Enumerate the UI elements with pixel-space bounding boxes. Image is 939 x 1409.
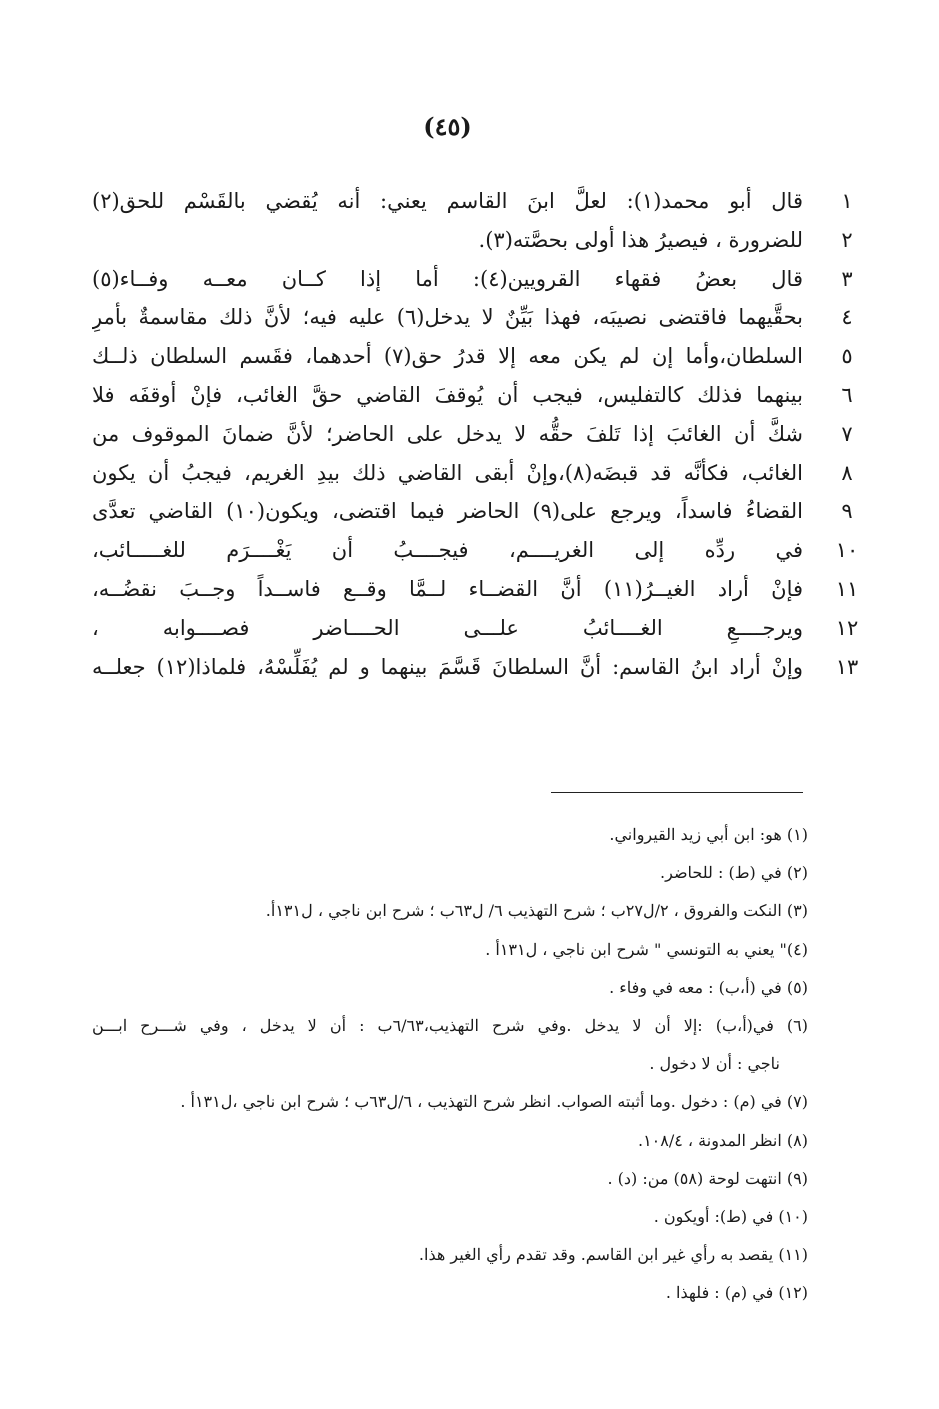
footnote: (٩) انتهت لوحة (٥٨) من: (د) . (607, 1168, 808, 1188)
line-number: ٥ (841, 344, 853, 369)
footnote: (١١) يقصد به رأي غير ابن القاسم. وقد تقدم رأي الغير هذا. (418, 1245, 808, 1265)
line-text: السلطان،وأما إن لم يكن معه إلا قدرُ حق(٧) أحدهما، فقَسم السلطان ذلــك (92, 344, 803, 369)
line-number: ١ (841, 189, 853, 213)
text-line (92, 415, 867, 454)
line-number: ١٠ (835, 538, 859, 563)
text-line (92, 221, 867, 260)
line-number: ١٣ (835, 654, 859, 679)
line-text: للضرورة ، فيصيرُ هذا أولى بحصَّته(٣). (478, 227, 803, 252)
footnote: (٤)" يعني به التونسي " شرح ابن ناجي ، ل١٣١أ . (485, 939, 808, 959)
footnote: (١) هو: ابن أبي زيد القيرواني. (609, 825, 808, 844)
text-line (92, 337, 867, 376)
line-text: فإنْ أراد الغيــرُ(١١) أنَّ القضــاء لــمَّا وقــع فاســداً وجــبَ نقضُــه، (92, 576, 803, 601)
line-text: قال بعضُ فقهاء القرويين(٤): أما إذا كــان معــه وفــاء(٥) (92, 266, 803, 291)
line-text: ويرجــــعِ الغــــائبُ علـــى الحــــاضر فصــــوابه ، (92, 615, 803, 640)
line-text: في ردِّه إلى الغريــــم، فيجــــبُ أن يَغْــــرَم للغـــــائب، (92, 538, 803, 563)
line-number: ٤ (841, 305, 853, 330)
line-text: بينهما فذلك كالتفليس، فيجب أن يُوقفَ القاضي حقَّ الغائب، فإنْ أوقفَه فلا (92, 382, 803, 407)
text-line (92, 260, 867, 299)
line-text: القضاءُ فاسداً، ويرجع على(٩) الحاضر فيما اقتضى، ويكون(١٠) القاضي تعدَّى (92, 499, 803, 524)
footnote-continuation: ناجي : أن لا دخول . (649, 1054, 780, 1074)
footnote: (١٢) في (م) : فلهذا . (665, 1283, 808, 1303)
text-line (92, 609, 867, 648)
text-line (92, 570, 867, 609)
line-text: وإنْ أراد ابنُ القاسم: أنَّ السلطانَ قَسَّمَ بينهما و لم يُفَلِّسْهُ، فلماذا(١٢) جعلــه (92, 654, 803, 679)
line-number: ٦ (841, 382, 853, 407)
footnote: (٧) في (م) : دخول .وما أثبته الصواب. انظر شرح التهذيب ، ٦/ل٦٣ب ؛ شرح ابن ناجي ،ل١٣١أ . (180, 1092, 808, 1112)
footnote: (٨) انظر المدونة ، ١٠٨/٤. (637, 1130, 808, 1150)
text-line (92, 454, 867, 493)
line-text: شكَّ أن الغائبَ إذا تَلفَ حقُّه لا يدخل على الحاضر؛ لأنَّ ضمانَ الموقوف من (92, 421, 803, 446)
page-number: (٤٥) (423, 112, 472, 141)
line-number: ٩ (841, 499, 853, 524)
main-text (92, 182, 867, 686)
footnote: (٣) النكت والفروق ، ٢/ل٢٧ب ؛ شرح التهذيب ٦/ ل٦٣ب ؛ شرح ابن ناجي ، ل١٣١أ. (265, 901, 808, 921)
text-line (92, 298, 867, 337)
footnote: (٥) في (أ،ب) : معه في وفاء . (609, 977, 808, 997)
line-text: قال أبو محمد(١): لعلَّ ابنَ القاسم يعني: أنه يُقضي بالقَسْم للحق(٢) (92, 189, 803, 213)
footnotes (92, 816, 808, 1312)
footnote: (٦) في(أ،ب) :إلا أن لا يدخل .وفي شرح التهذيب،٦/٦٣ب : أن لا يدخل ، وفي شـــرح ابـــن (92, 1015, 808, 1035)
line-number: ٨ (841, 460, 853, 485)
footnote: (١٠) في (ط): أويكون . (653, 1206, 808, 1226)
line-number: ٧ (841, 421, 853, 446)
line-number: ١١ (835, 576, 859, 601)
line-number: ٢ (841, 227, 853, 252)
line-text: بحقَّيهما فاقتضى نصيبَه، فهذا بَيِّنٌ لا يدخل(٦) عليه فيه؛ لأنَّ ذلك مقاسمةٌ بأمرِ (92, 305, 803, 330)
text-line (92, 376, 867, 415)
text-line (92, 492, 867, 531)
footnote-divider (551, 792, 803, 793)
line-number: ١٢ (835, 615, 859, 640)
text-line (92, 531, 867, 570)
text-line (92, 648, 867, 687)
line-number: ٣ (841, 266, 853, 291)
footnote: (٢) في (ط) : للحاضر. (660, 863, 808, 883)
text-line (92, 182, 867, 221)
line-text: الغائب، فكأنَّه قد قبضَه(٨)،وإنْ أبقى القاضي ذلك بيدِ الغريم، فيجبُ أن يكون (92, 460, 803, 485)
